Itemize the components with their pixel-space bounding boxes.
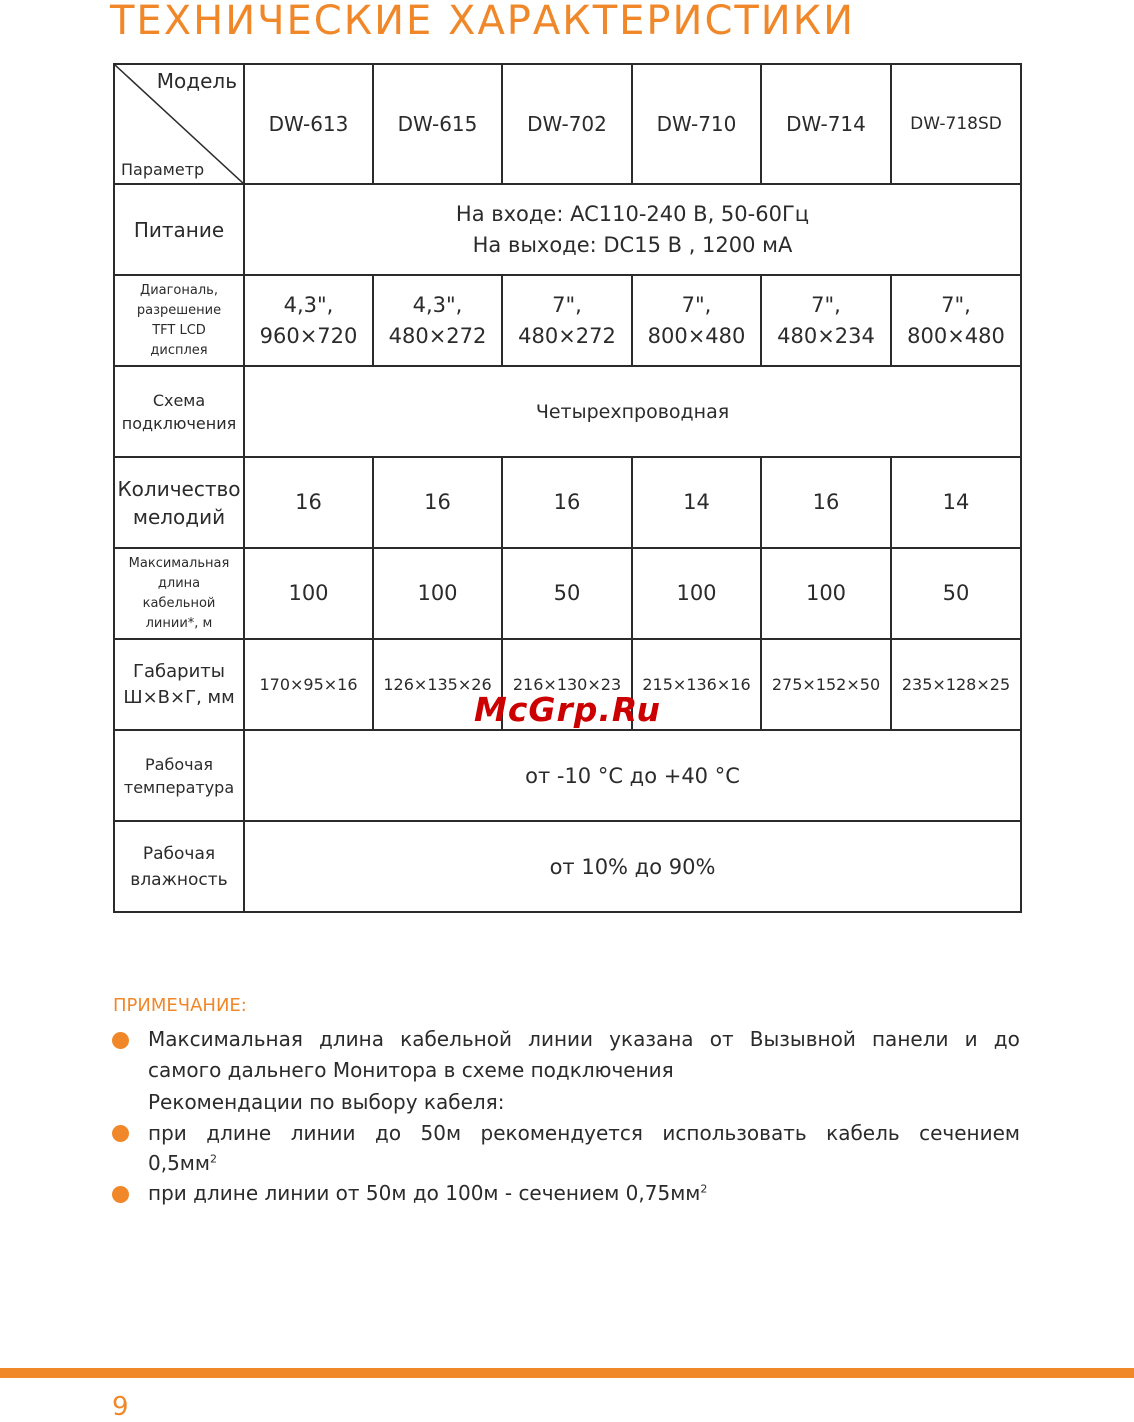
row-label-display: Диагональ, разрешение TFT LCD дисплея (114, 275, 244, 366)
table-row-humidity (114, 821, 1021, 912)
footer-bar (0, 1368, 1134, 1378)
cable-value: 100 (244, 548, 373, 639)
power-input: На входе: AC110-240 В, 50-60Гц (455, 201, 810, 226)
melodies-value: 16 (502, 457, 632, 548)
bullet-icon (112, 1186, 129, 1203)
dims-value: 170×95×16 (244, 639, 373, 730)
melodies-value: 16 (761, 457, 891, 548)
table-row-power (114, 184, 1021, 275)
corner-cell (114, 64, 244, 184)
display-value: 7", 480×272 (502, 275, 632, 366)
watermark-text: McGrp.Ru (474, 690, 662, 729)
power-output: На выходе: DC15 В , 1200 мА (472, 232, 793, 257)
row-label-humidity: Рабочая влажность (114, 821, 244, 912)
row-label-cable: Максимальная длина кабельной линии*, м (114, 548, 244, 639)
cable-value: 50 (891, 548, 1021, 639)
melodies-value: 14 (891, 457, 1021, 548)
model-header: DW-710 (632, 64, 761, 184)
table-row-melodies (114, 457, 1021, 548)
cable-value: 100 (373, 548, 502, 639)
melodies-value: 16 (373, 457, 502, 548)
display-value: 4,3", 960×720 (244, 275, 373, 366)
model-header: DW-702 (502, 64, 632, 184)
spec-table (113, 63, 1022, 913)
melodies-value: 16 (244, 457, 373, 548)
table-row-models (114, 64, 1021, 184)
model-header: DW-613 (244, 64, 373, 184)
display-value: 4,3", 480×272 (373, 275, 502, 366)
row-label-temperature: Рабочая температура (114, 730, 244, 821)
corner-model-label: Модель (156, 69, 237, 93)
note-recommendation: Рекомендации по выбору кабеля: (148, 1090, 505, 1114)
table-row-scheme (114, 366, 1021, 457)
power-value (244, 184, 1021, 275)
page-title: ТЕХНИЧЕСКИЕ ХАРАКТЕРИСТИКИ (110, 0, 856, 44)
humidity-value: от 10% до 90% (244, 821, 1021, 912)
note-item-2-line-2: $0,5мм^2$ (148, 1151, 217, 1175)
note-item-3: при длине линии от 50м до 100м - сечением $0,75мм^2$ (148, 1181, 708, 1205)
note-item-1-line-1: Максимальная длина кабельной линии указана от Вызывной панели и до (148, 1027, 1020, 1051)
dims-value: 216×130×23 (502, 639, 632, 730)
note-item-2-line-1: при длине линии до 50м рекомендуется использовать кабель сечением (148, 1121, 1020, 1145)
note-heading: ПРИМЕЧАНИЕ: (113, 995, 247, 1016)
bullet-icon (112, 1032, 129, 1049)
cable-value: 100 (761, 548, 891, 639)
melodies-value: 14 (632, 457, 761, 548)
scheme-value: Четырехпроводная (244, 366, 1021, 457)
display-value: 7", 800×480 (632, 275, 761, 366)
row-label-melodies: Количество мелодий (114, 457, 244, 548)
model-header: DW-718SD (891, 64, 1021, 184)
page-number: 9 (112, 1392, 129, 1422)
dims-value: 126×135×26 (373, 639, 502, 730)
table-row-temperature (114, 730, 1021, 821)
table-row-display (114, 275, 1021, 366)
dims-value: 275×152×50 (761, 639, 891, 730)
bullet-icon (112, 1125, 129, 1142)
row-label-scheme: Схема подключения (114, 366, 244, 457)
cable-value: 100 (632, 548, 761, 639)
display-value: 7", 800×480 (891, 275, 1021, 366)
model-header: DW-615 (373, 64, 502, 184)
corner-param-label: Параметр (121, 160, 205, 179)
dims-value: 235×128×25 (891, 639, 1021, 730)
temperature-value: от -10 °С до +40 °С (244, 730, 1021, 821)
model-header: DW-714 (761, 64, 891, 184)
row-label-power: Питание (114, 184, 244, 275)
table-row-cable (114, 548, 1021, 639)
dims-value: 215×136×16 (632, 639, 761, 730)
cable-value: 50 (502, 548, 632, 639)
note-item-1-line-2: самого дальнего Монитора в схеме подключения (148, 1058, 674, 1082)
display-value: 7", 480×234 (761, 275, 891, 366)
row-label-dims: Габариты Ш×В×Г, мм (114, 639, 244, 730)
